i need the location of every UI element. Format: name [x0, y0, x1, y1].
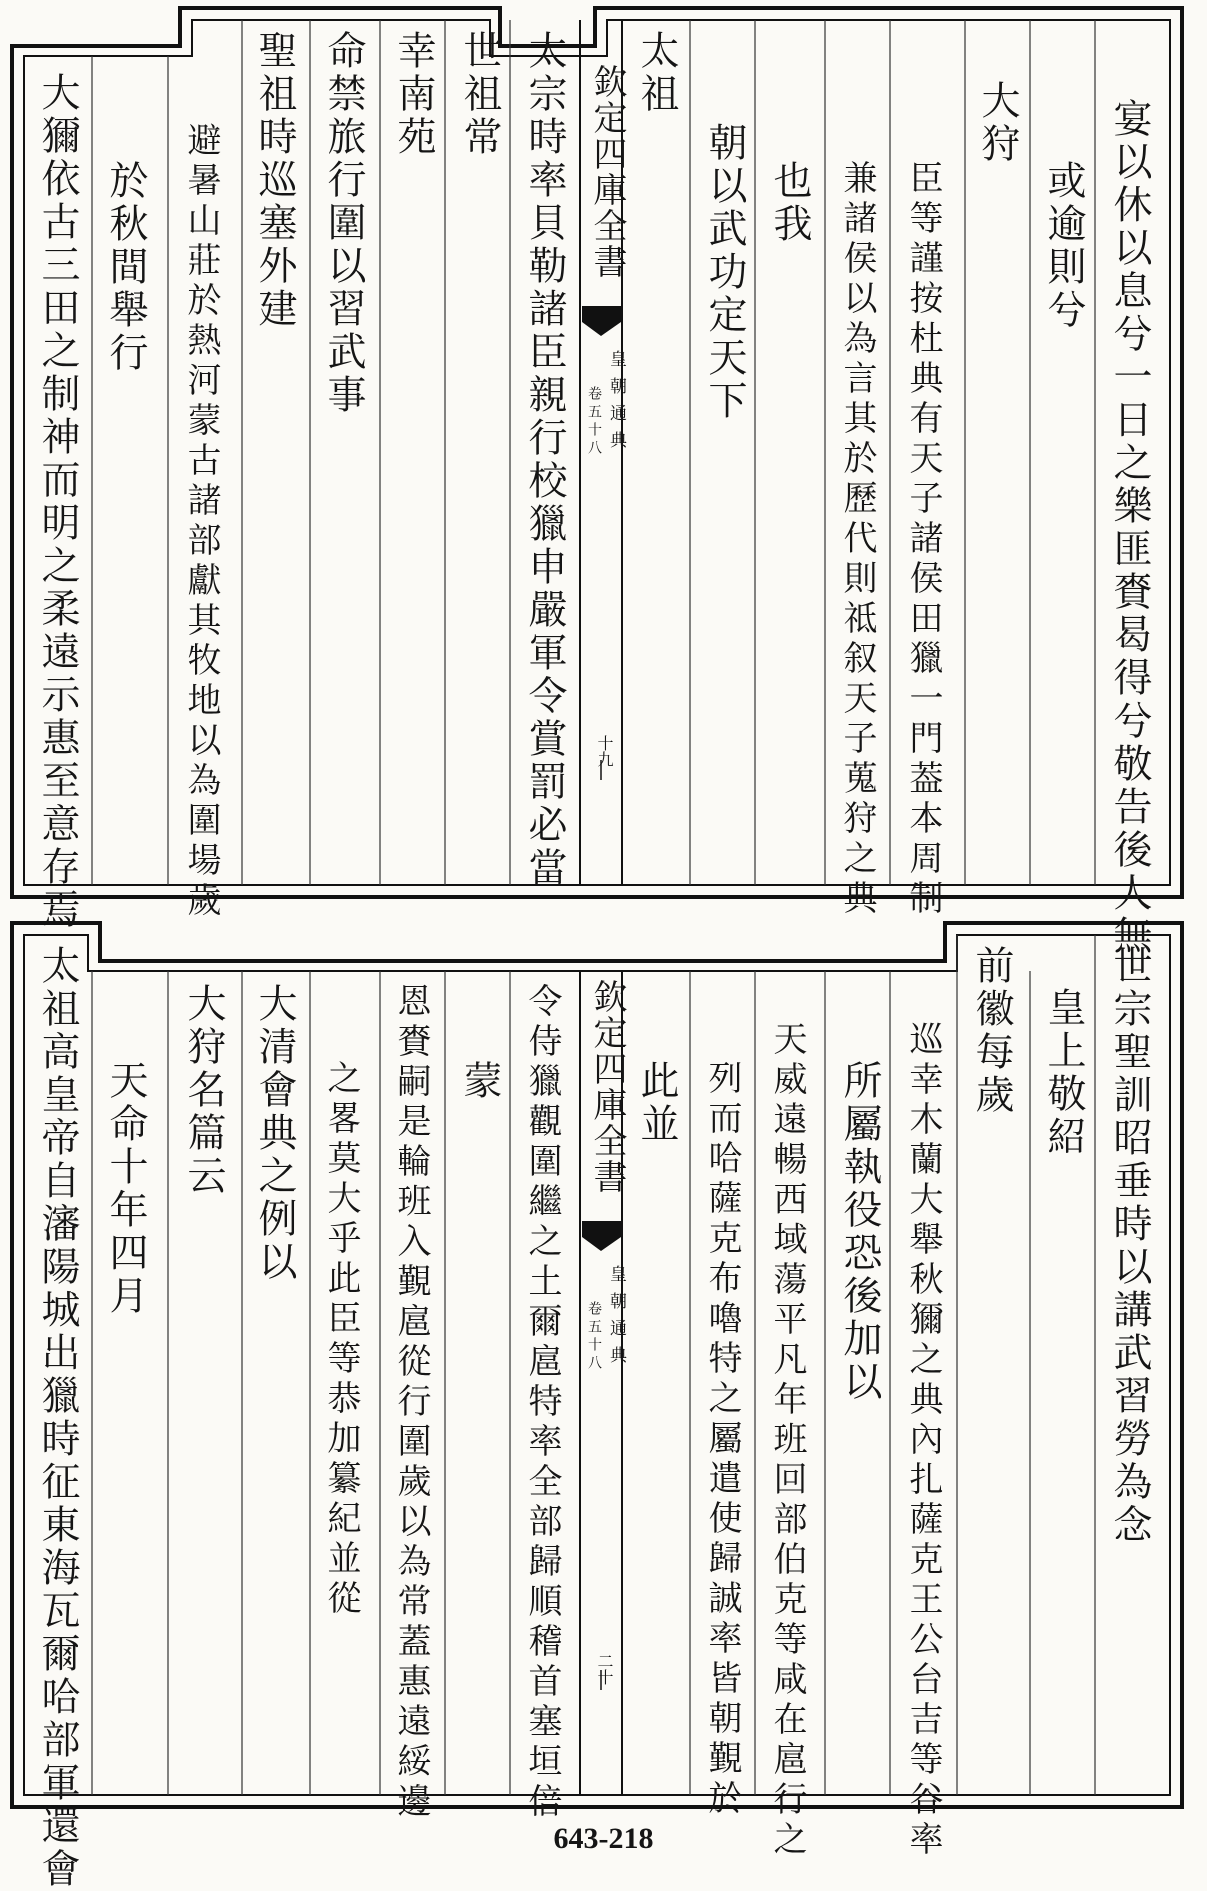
- center-chapter: 卷五十八: [586, 386, 602, 458]
- text-column: 大狩名篇云: [181, 983, 226, 1198]
- center-title: 欽定四庫全書: [587, 64, 627, 280]
- text-column: 皇上敬紹: [1041, 987, 1086, 1159]
- center-chapter: 卷五十八: [586, 1301, 602, 1373]
- text-column: 命禁旅行圍以習武事: [321, 30, 366, 417]
- text-column: 太祖高皇帝自瀋陽城出獵時征東海瓦爾哈部軍還會: [35, 945, 80, 1891]
- text-column: 大狩: [975, 80, 1020, 166]
- text-column: 所屬執役恐後加以: [837, 1060, 882, 1404]
- text-column: 宴以休以息兮一日之樂匪賚曷得兮敬告後人無: [1107, 98, 1152, 958]
- center-page-number: 二十: [595, 1653, 614, 1685]
- text-column: 大獮依古三田之制神而明之柔遠示惠至意存焉: [35, 72, 80, 932]
- text-column: 世祖常: [457, 30, 502, 159]
- text-column: 前徽每歲: [969, 945, 1014, 1117]
- text-column: 也我: [767, 160, 812, 246]
- text-column: 太宗時率貝勒諸臣親行校獵申嚴軍令賞罰必當: [522, 30, 567, 890]
- center-book-title: 皇朝通典: [606, 1265, 626, 1373]
- center-title: 欽定四庫全書: [587, 979, 627, 1195]
- text-column: 天威遠暢西域蕩平凡年班回部伯克等咸在扈行之: [767, 1021, 807, 1861]
- text-column: 朝以武功定天下: [702, 122, 747, 423]
- text-column: 於秋間舉行: [103, 160, 148, 375]
- text-column: 之畧莫大乎此臣等恭加纂紀並從: [321, 1060, 361, 1620]
- top-page: [10, 0, 1197, 958]
- text-column: 兼諸侯以為言其於歷代則祗叙天子蒐狩之典: [837, 160, 877, 920]
- text-column: 大清會典之例以: [252, 983, 297, 1284]
- text-column: 恩賚嗣是輪班入覲扈從行圍歲以為常蓋惠遠綏邊: [391, 983, 431, 1823]
- text-column: 或逾則兮: [1041, 160, 1086, 332]
- text-column: 此並: [634, 1060, 679, 1146]
- text-column: 天命十年四月: [103, 1060, 148, 1318]
- text-column: 巡幸木蘭大舉秋獮之典內扎薩克王公台吉等谷率: [903, 1021, 943, 1861]
- text-column: 世宗聖訓昭垂時以講武習勞為念: [1107, 945, 1152, 1547]
- center-book-title: 皇朝通典: [606, 350, 626, 458]
- page-number-footer: 643-218: [553, 1822, 654, 1855]
- text-column: 太祖: [634, 30, 679, 116]
- text-column: 列而哈薩克布嚕特之屬遣使歸誠率皆朝覲於: [702, 1060, 742, 1820]
- text-column: 臣等謹按杜典有天子諸侯田獵一門葢本周制: [903, 160, 943, 920]
- text-column: 令侍獵觀圍繼之土爾扈特率全部歸順稽首塞垣倍: [522, 983, 562, 1823]
- text-column: 避暑山莊於熱河蒙古諸部獻其牧地以為圍場歲: [181, 122, 221, 922]
- text-column: 蒙: [457, 1060, 502, 1103]
- text-column: 聖祖時巡塞外建: [252, 30, 297, 331]
- center-page-number: 十九: [595, 735, 614, 767]
- text-column: 幸南苑: [391, 30, 436, 159]
